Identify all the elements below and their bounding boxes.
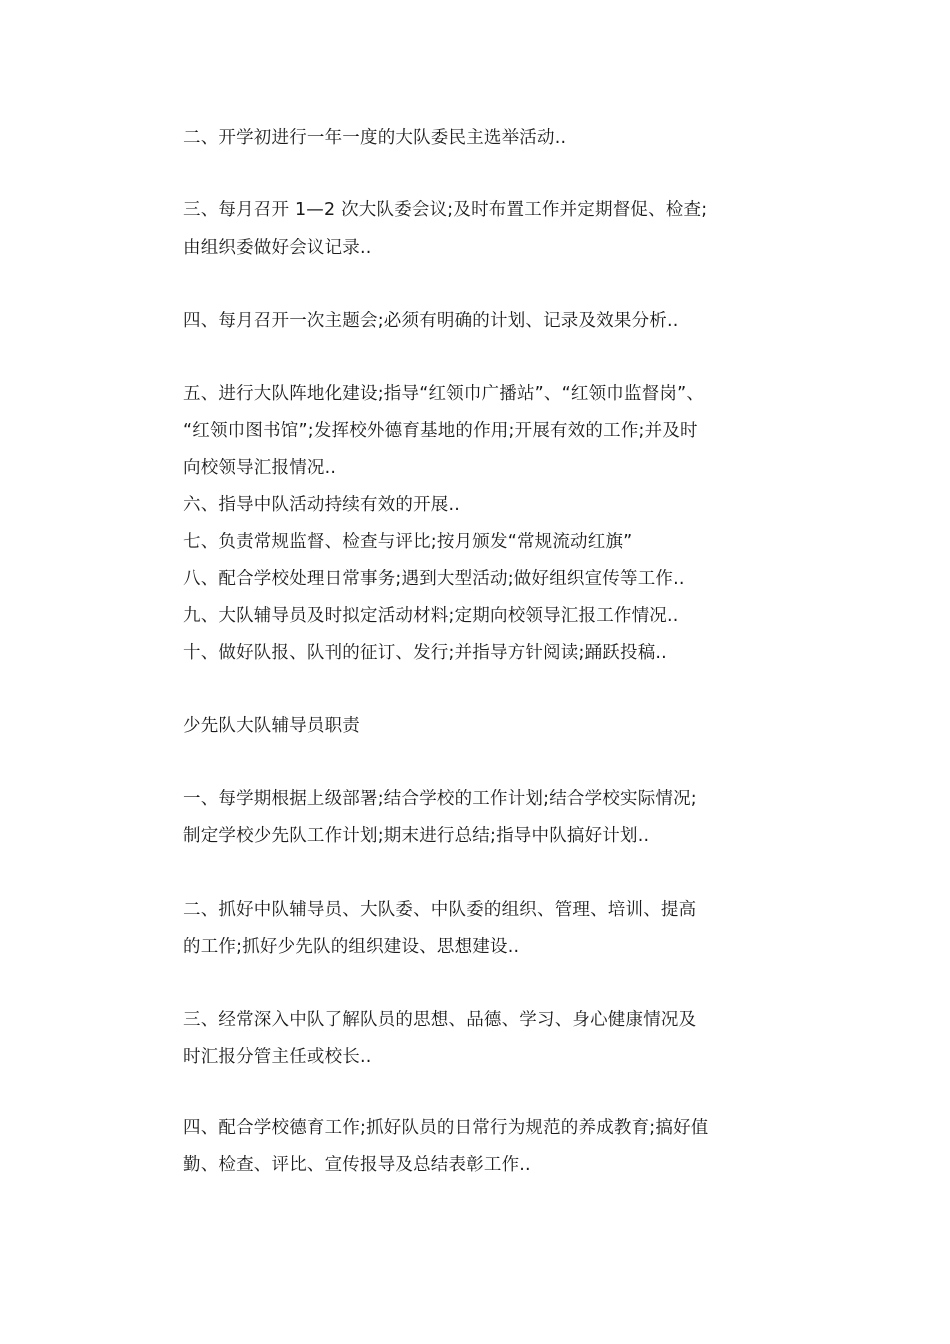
- text-line: 勤、检查、评比、宣传报导及总结表彰工作..: [183, 1155, 531, 1175]
- text-line: 四、配合学校德育工作;抓好队员的日常行为规范的养成教育;搞好值: [183, 1118, 709, 1138]
- text-line: 时汇报分管主任或校长..: [183, 1047, 372, 1067]
- text-line: 制定学校少先队工作计划;期末进行总结;指导中队搞好计划..: [183, 826, 650, 846]
- text-line: 二、抓好中队辅导员、大队委、中队委的组织、管理、培训、提高: [183, 900, 697, 920]
- text-line: 二、开学初进行一年一度的大队委民主选举活动..: [183, 128, 567, 148]
- text-line: 向校领导汇报情况..: [183, 458, 337, 478]
- text-line: 五、进行大队阵地化建设;指导“红领巾广播站”、“红领巾监督岗”、: [183, 384, 705, 404]
- text-line: 八、配合学校处理日常事务;遇到大型活动;做好组织宣传等工作..: [183, 569, 685, 589]
- text-line: 的工作;抓好少先队的组织建设、思想建设..: [183, 937, 520, 957]
- text-line: 十、做好队报、队刊的征订、发行;并指导方针阅读;踊跃投稿..: [183, 643, 667, 663]
- text-line: 九、大队辅导员及时拟定活动材料;定期向校领导汇报工作情况..: [183, 606, 679, 626]
- text-line: 七、负责常规监督、检查与评比;按月颁发“常规流动红旗”: [183, 532, 633, 552]
- text-line: 三、每月召开 1—2 次大队委会议;及时布置工作并定期督促、检查;: [183, 200, 708, 220]
- section-heading: 少先队大队辅导员职责: [183, 716, 360, 736]
- text-line: 四、每月召开一次主题会;必须有明确的计划、记录及效果分析..: [183, 311, 679, 331]
- text-line: “红领巾图书馆”;发挥校外德育基地的作用;开展有效的工作;并及时: [183, 421, 698, 441]
- text-line: 由组织委做好会议记录..: [183, 238, 372, 258]
- text-line: 一、每学期根据上级部署;结合学校的工作计划;结合学校实际情况;: [183, 789, 697, 809]
- text-line: 三、经常深入中队了解队员的思想、品德、学习、身心健康情况及: [183, 1010, 697, 1030]
- text-line: 六、指导中队活动持续有效的开展..: [183, 495, 461, 515]
